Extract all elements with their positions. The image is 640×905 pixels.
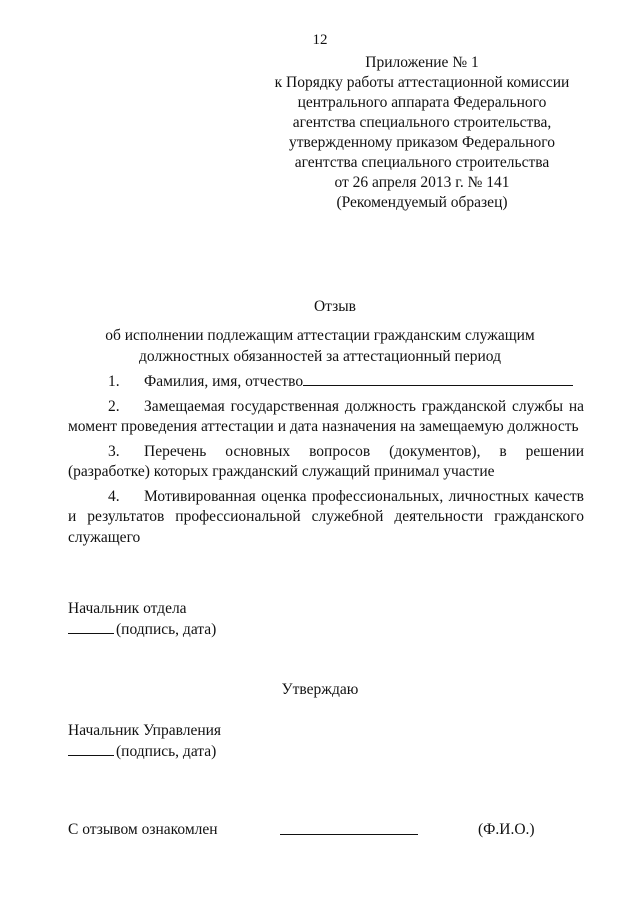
directorate-head-block	[68, 720, 221, 762]
title-line: об исполнении подлежащим аттестации гражданским служащим	[105, 327, 535, 344]
appendix-line: Приложение № 1	[365, 54, 479, 71]
fio-field-line	[303, 373, 573, 386]
fio-caption: (Ф.И.О.)	[478, 821, 535, 838]
item-number: 4.	[108, 487, 120, 505]
appendix-line: от 26 апреля 2013 г. № 141	[334, 174, 510, 191]
title-main: Отзыв	[313, 298, 356, 315]
item-number: 2.	[108, 397, 120, 415]
acknowledgement-text: С отзывом ознакомлен	[68, 821, 218, 838]
signature-caption: (подпись, дата)	[116, 743, 217, 760]
list-item	[68, 487, 584, 549]
item-text: Мотивированная оценка профессиональных, личностных качеств и результатов профессиональной служебной деятельности гражданского служащего	[68, 487, 584, 546]
signature-caption: (подпись, дата)	[116, 621, 217, 638]
appendix-line: (Рекомендуемый образец)	[336, 194, 508, 211]
appendix-line: к Порядку работы аттестационной комиссии	[274, 74, 570, 91]
signature-blank	[68, 743, 114, 756]
appendix-line: центрального аппарата Федерального	[297, 94, 547, 111]
appendix-line: утвержденному приказом Федерального	[288, 134, 556, 151]
department-head-block	[68, 598, 216, 640]
appendix-line: агентства специального строительства,	[292, 114, 552, 131]
acknowledgement-row	[68, 820, 568, 841]
list-item	[68, 372, 584, 393]
document-title	[0, 296, 640, 367]
acknowledgement-line	[280, 834, 418, 835]
item-number: 1.	[108, 373, 120, 390]
item-number: 3.	[108, 442, 120, 460]
department-head-title: Начальник отдела	[68, 600, 187, 617]
appendix-line: агентства специального строительства	[294, 154, 550, 171]
item-text: Перечень основных вопросов (документов), в решении (разработке) которых гражданский служащий принимал участие	[68, 442, 584, 480]
directorate-head-title: Начальник Управления	[68, 722, 222, 739]
approve-heading: Утверждаю	[281, 681, 359, 698]
appendix-header	[272, 53, 572, 213]
title-line: должностных обязанностей за аттестационный период	[139, 348, 501, 365]
list-item	[68, 442, 584, 483]
items-list	[68, 372, 584, 548]
signature-blank	[68, 621, 114, 634]
list-item	[68, 397, 584, 438]
page-number: 12	[312, 32, 328, 48]
item-text: Замещаемая государственная должность гражданской службы на момент проведения аттестации и дата назначения на замещаемую должность	[68, 397, 584, 435]
item-text: Фамилия, имя, отчество	[144, 373, 304, 390]
